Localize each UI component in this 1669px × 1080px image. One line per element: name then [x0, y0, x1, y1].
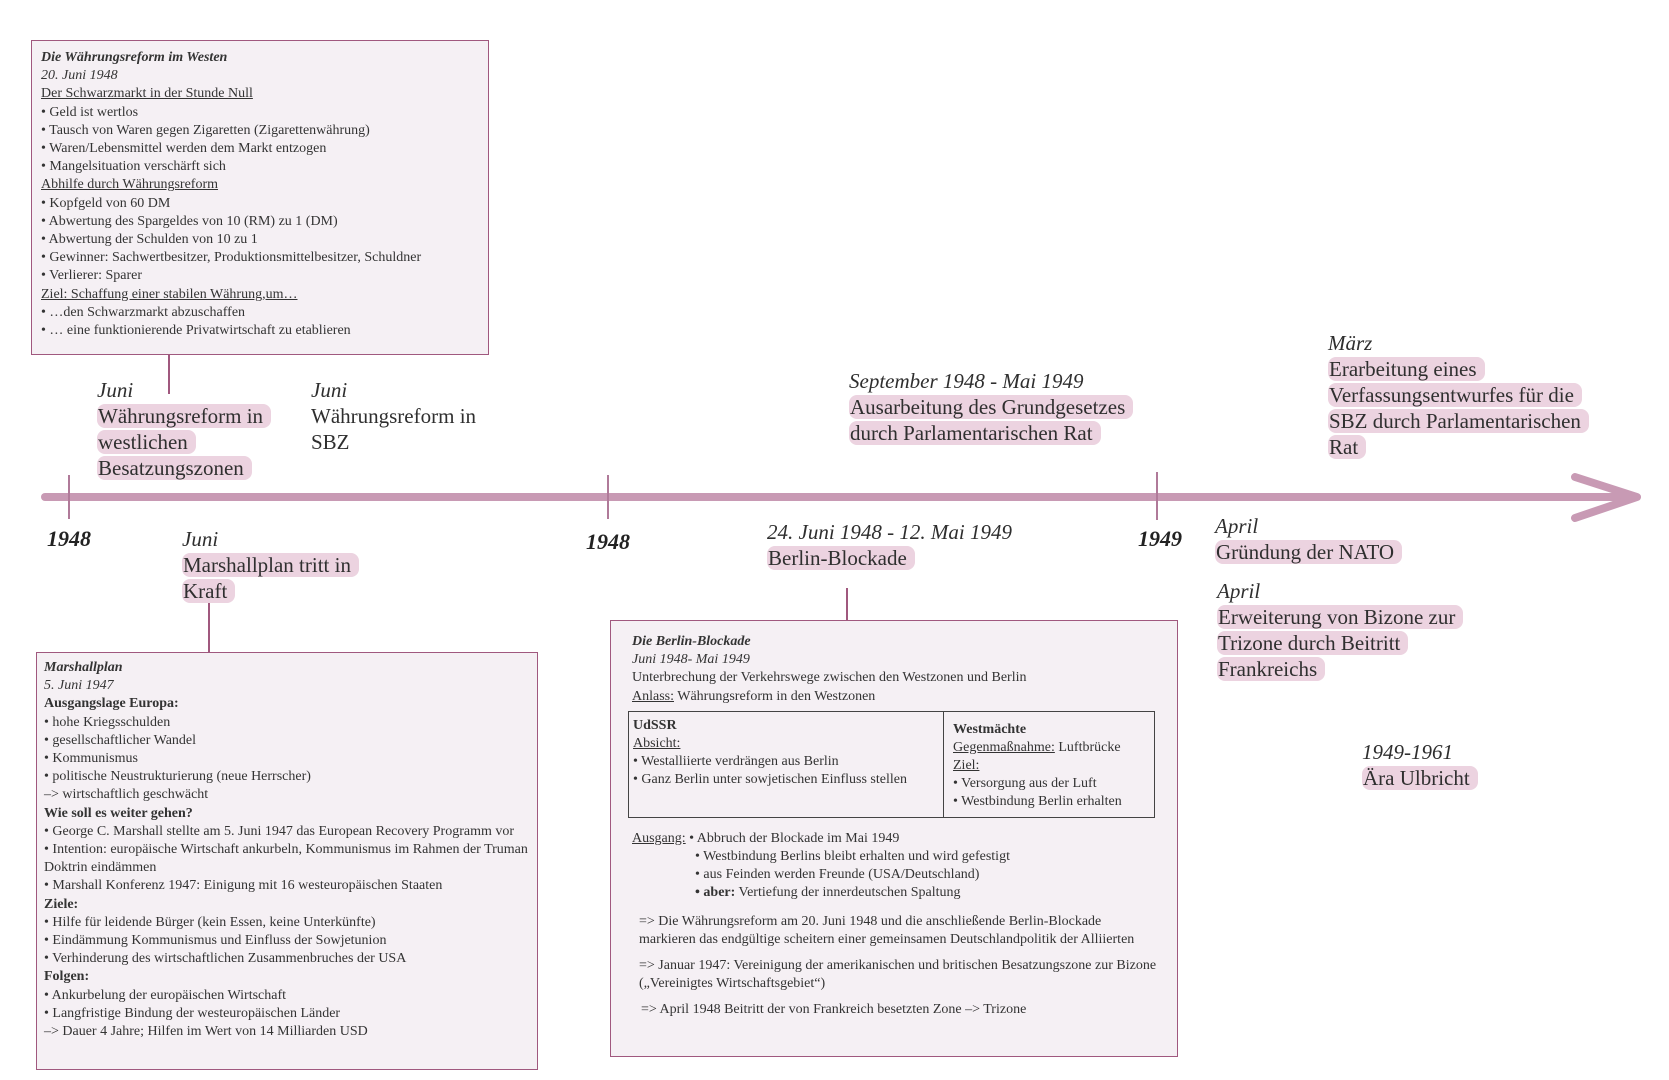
connector-mp [208, 602, 210, 652]
list-item: • Geld ist wertlos [41, 104, 139, 120]
event-date: April [1215, 514, 1259, 538]
list-item: • … eine funktionierende Privatwirtschaft zu etablieren [41, 323, 351, 339]
cell-heading: UdSSR [633, 717, 677, 733]
ausgang-line [632, 830, 1161, 848]
anlass-text: Währungsreform in den Westzonen [674, 688, 876, 704]
list-item: • hohe Kriegsschulden [44, 714, 171, 730]
gegenmassnahme-line [953, 739, 1150, 757]
list-item: • Waren/Lebensmittel werden dem Markt entzogen [41, 141, 327, 157]
list-item: • aus Feinden werden Freunde (USA/Deutschland) [695, 867, 980, 883]
event-text: Ära Ulbricht [1362, 766, 1478, 790]
gm-text: Luftbrücke [1054, 739, 1121, 755]
connector-bb [846, 588, 848, 620]
tick-1949 [1156, 472, 1158, 520]
udssr-westmaechte-table [628, 711, 1155, 818]
event-aera-ulbricht [1362, 739, 1582, 791]
event-text: Marshallplan tritt in Kraft [182, 553, 359, 603]
event-date: Juni [311, 378, 348, 402]
info-box-waehrungsreform [31, 40, 489, 355]
event-date: September 1948 - Mai 1949 [849, 369, 1084, 393]
box-heading: Ziele: [44, 896, 79, 912]
list-item: • Westbindung Berlin erhalten [953, 793, 1122, 809]
udssr-cell [629, 711, 944, 817]
box-heading: Wie soll es weiter gehen? [44, 805, 193, 821]
tick-1948-a [68, 475, 70, 519]
cell-sub: Absicht: [633, 735, 681, 751]
info-box-berlin-blockade [610, 620, 1178, 1057]
event-date: März [1328, 331, 1373, 355]
event-berlin-blockade [767, 519, 1097, 571]
aber-line [632, 884, 1161, 902]
list-item: • Abwertung des Spargeldes von 10 (RM) zu 1 (DM) [41, 213, 338, 229]
list-item: • Verlierer: Sparer [41, 268, 143, 284]
box-title: Marshallplan [44, 660, 123, 675]
list-item: –> wirtschaftlich geschwächt [44, 787, 209, 803]
tick-1948-b [607, 475, 609, 519]
list-item: • Mangelsituation verschärft sich [41, 159, 226, 175]
list-item: • Ganz Berlin unter sowjetischen Einfluss stellen [633, 771, 907, 787]
cell-heading: Westmächte [953, 721, 1027, 737]
note: => April 1948 Beitritt der von Frankreich besetzten Zone –> Trizone [641, 1002, 1027, 1018]
event-text: Gründung der NATO [1215, 540, 1402, 564]
event-date: April [1217, 579, 1261, 603]
list-item: • …den Schwarzmarkt abzuschaffen [41, 304, 246, 320]
list-item: • Verhinderung des wirtschaftlichen Zusammenbruches der USA [44, 951, 407, 967]
list-item: • George C. Marshall stellte am 5. Juni 1947 das European Recovery Programm vor [44, 823, 515, 839]
note: => Die Währungsreform am 20. Juni 1948 und die anschließende Berlin-Blockade markieren das endgültige scheitern einer gemeinsamen Deutschlandpolitik der Alliierten [639, 913, 1135, 947]
event-date: Juni [182, 527, 219, 551]
box-subheading: Ziel: Schaffung einer stabilen Währung,um… [41, 286, 298, 302]
westmaechte-cell [944, 711, 1155, 817]
event-text: Währungsreform in westlichen Besatzungszonen [97, 404, 271, 480]
ausgang-first: • Abbruch der Blockade im Mai 1949 [685, 830, 900, 846]
list-item: • Kopfgeld von 60 DM [41, 195, 171, 211]
event-waehrungsreform-west [97, 377, 297, 481]
event-text: Währungsreform in SBZ [311, 404, 477, 454]
anlass-line [632, 688, 1161, 706]
box-text: Unterbrechung der Verkehrswege zwischen den Westzonen und Berlin [632, 670, 1027, 686]
box-subheading: Abhilfe durch Währungsreform [41, 177, 219, 193]
year-label: 1948 [47, 526, 91, 551]
list-item: • Abwertung der Schulden von 10 zu 1 [41, 232, 258, 248]
info-box-marshallplan [36, 652, 538, 1070]
list-item: • Eindämmung Kommunismus und Einfluss der Sowjetunion [44, 933, 387, 949]
event-text: Erweiterung von Bizone zur Trizone durch Beitritt Frankreichs [1217, 605, 1463, 681]
ausgang-block [632, 830, 1161, 903]
event-date: 24. Juni 1948 - 12. Mai 1949 [767, 520, 1012, 544]
event-grundgesetz [849, 368, 1129, 446]
event-verfassungsentwurf [1328, 330, 1588, 460]
cell-sub: Ziel: [953, 757, 980, 773]
list-item: • Ankurbelung der europäischen Wirtschaft [44, 987, 287, 1003]
event-nato [1215, 513, 1475, 565]
list-item: • Gewinner: Sachwertbesitzer, Produktionsmittelbesitzer, Schuldner [41, 250, 422, 266]
list-item: • Tausch von Waren gegen Zigaretten (Zigarettenwährung) [41, 122, 370, 138]
list-item: • Langfristige Bindung der westeuropäischen Länder [44, 1005, 341, 1021]
year-label: 1948 [586, 529, 630, 554]
box-subheading: Der Schwarzmarkt in der Stunde Null [41, 86, 253, 102]
box-date: 5. Juni 1947 [44, 678, 114, 694]
list-item: • Marshall Konferenz 1947: Einigung mit 16 westeuropäischen Staaten [44, 878, 443, 894]
note: => Januar 1947: Vereinigung der amerikanischen und britischen Besatzungszone zur Bizone („Vereinigtes Wirtschaftsgebiet“) [639, 958, 1157, 992]
list-item: • Westalliierte verdrängen aus Berlin [633, 753, 839, 769]
box-heading: Ausgangslage Europa: [44, 696, 179, 712]
list-item: –> Dauer 4 Jahre; Hilfen im Wert von 14 Milliarden USD [44, 1024, 368, 1040]
anlass-label: Anlass: [632, 688, 674, 704]
list-item: • Versorgung aus der Luft [953, 775, 1097, 791]
list-item: • Westbindung Berlins bleibt erhalten und wird gefestigt [695, 849, 1010, 865]
aber-label: • aber: [695, 885, 736, 901]
event-text: Berlin-Blockade [767, 546, 915, 570]
box-date: 20. Juni 1948 [41, 68, 118, 84]
event-trizone [1217, 578, 1467, 682]
list-item: • Intention: europäische Wirtschaft ankurbeln, Kommunismus im Rahmen der Truman Doktrin eindämmen [44, 842, 528, 876]
event-marshallplan [182, 526, 352, 604]
box-title: Die Berlin-Blockade [632, 634, 751, 649]
box-date: Juni 1948- Mai 1949 [632, 652, 750, 668]
box-title: Die Währungsreform im Westen [41, 50, 228, 65]
list-item: • Hilfe für leidende Bürger (kein Essen, keine Unterkünfte) [44, 914, 376, 930]
list-item: • Kommunismus [44, 751, 138, 767]
list-item: • gesellschaftlicher Wandel [44, 732, 197, 748]
list-item: • politische Neustrukturierung (neue Herrscher) [44, 769, 311, 785]
event-waehrungsreform-sbz [311, 377, 511, 455]
year-label: 1949 [1138, 526, 1182, 551]
ausgang-label: Ausgang: [632, 830, 686, 846]
event-text: Ausarbeitung des Grundgesetzes durch Parlamentarischen Rat [849, 395, 1133, 445]
event-date: 1949-1961 [1362, 740, 1453, 764]
event-date: Juni [97, 378, 134, 402]
gm-label: Gegenmaßnahme: [953, 739, 1055, 755]
event-text: Erarbeitung eines Verfassungsentwurfes für die SBZ durch Parlamentarischen Rat [1328, 357, 1589, 459]
box-heading: Folgen: [44, 969, 90, 985]
aber-text: Vertiefung der innerdeutschen Spaltung [735, 885, 961, 901]
